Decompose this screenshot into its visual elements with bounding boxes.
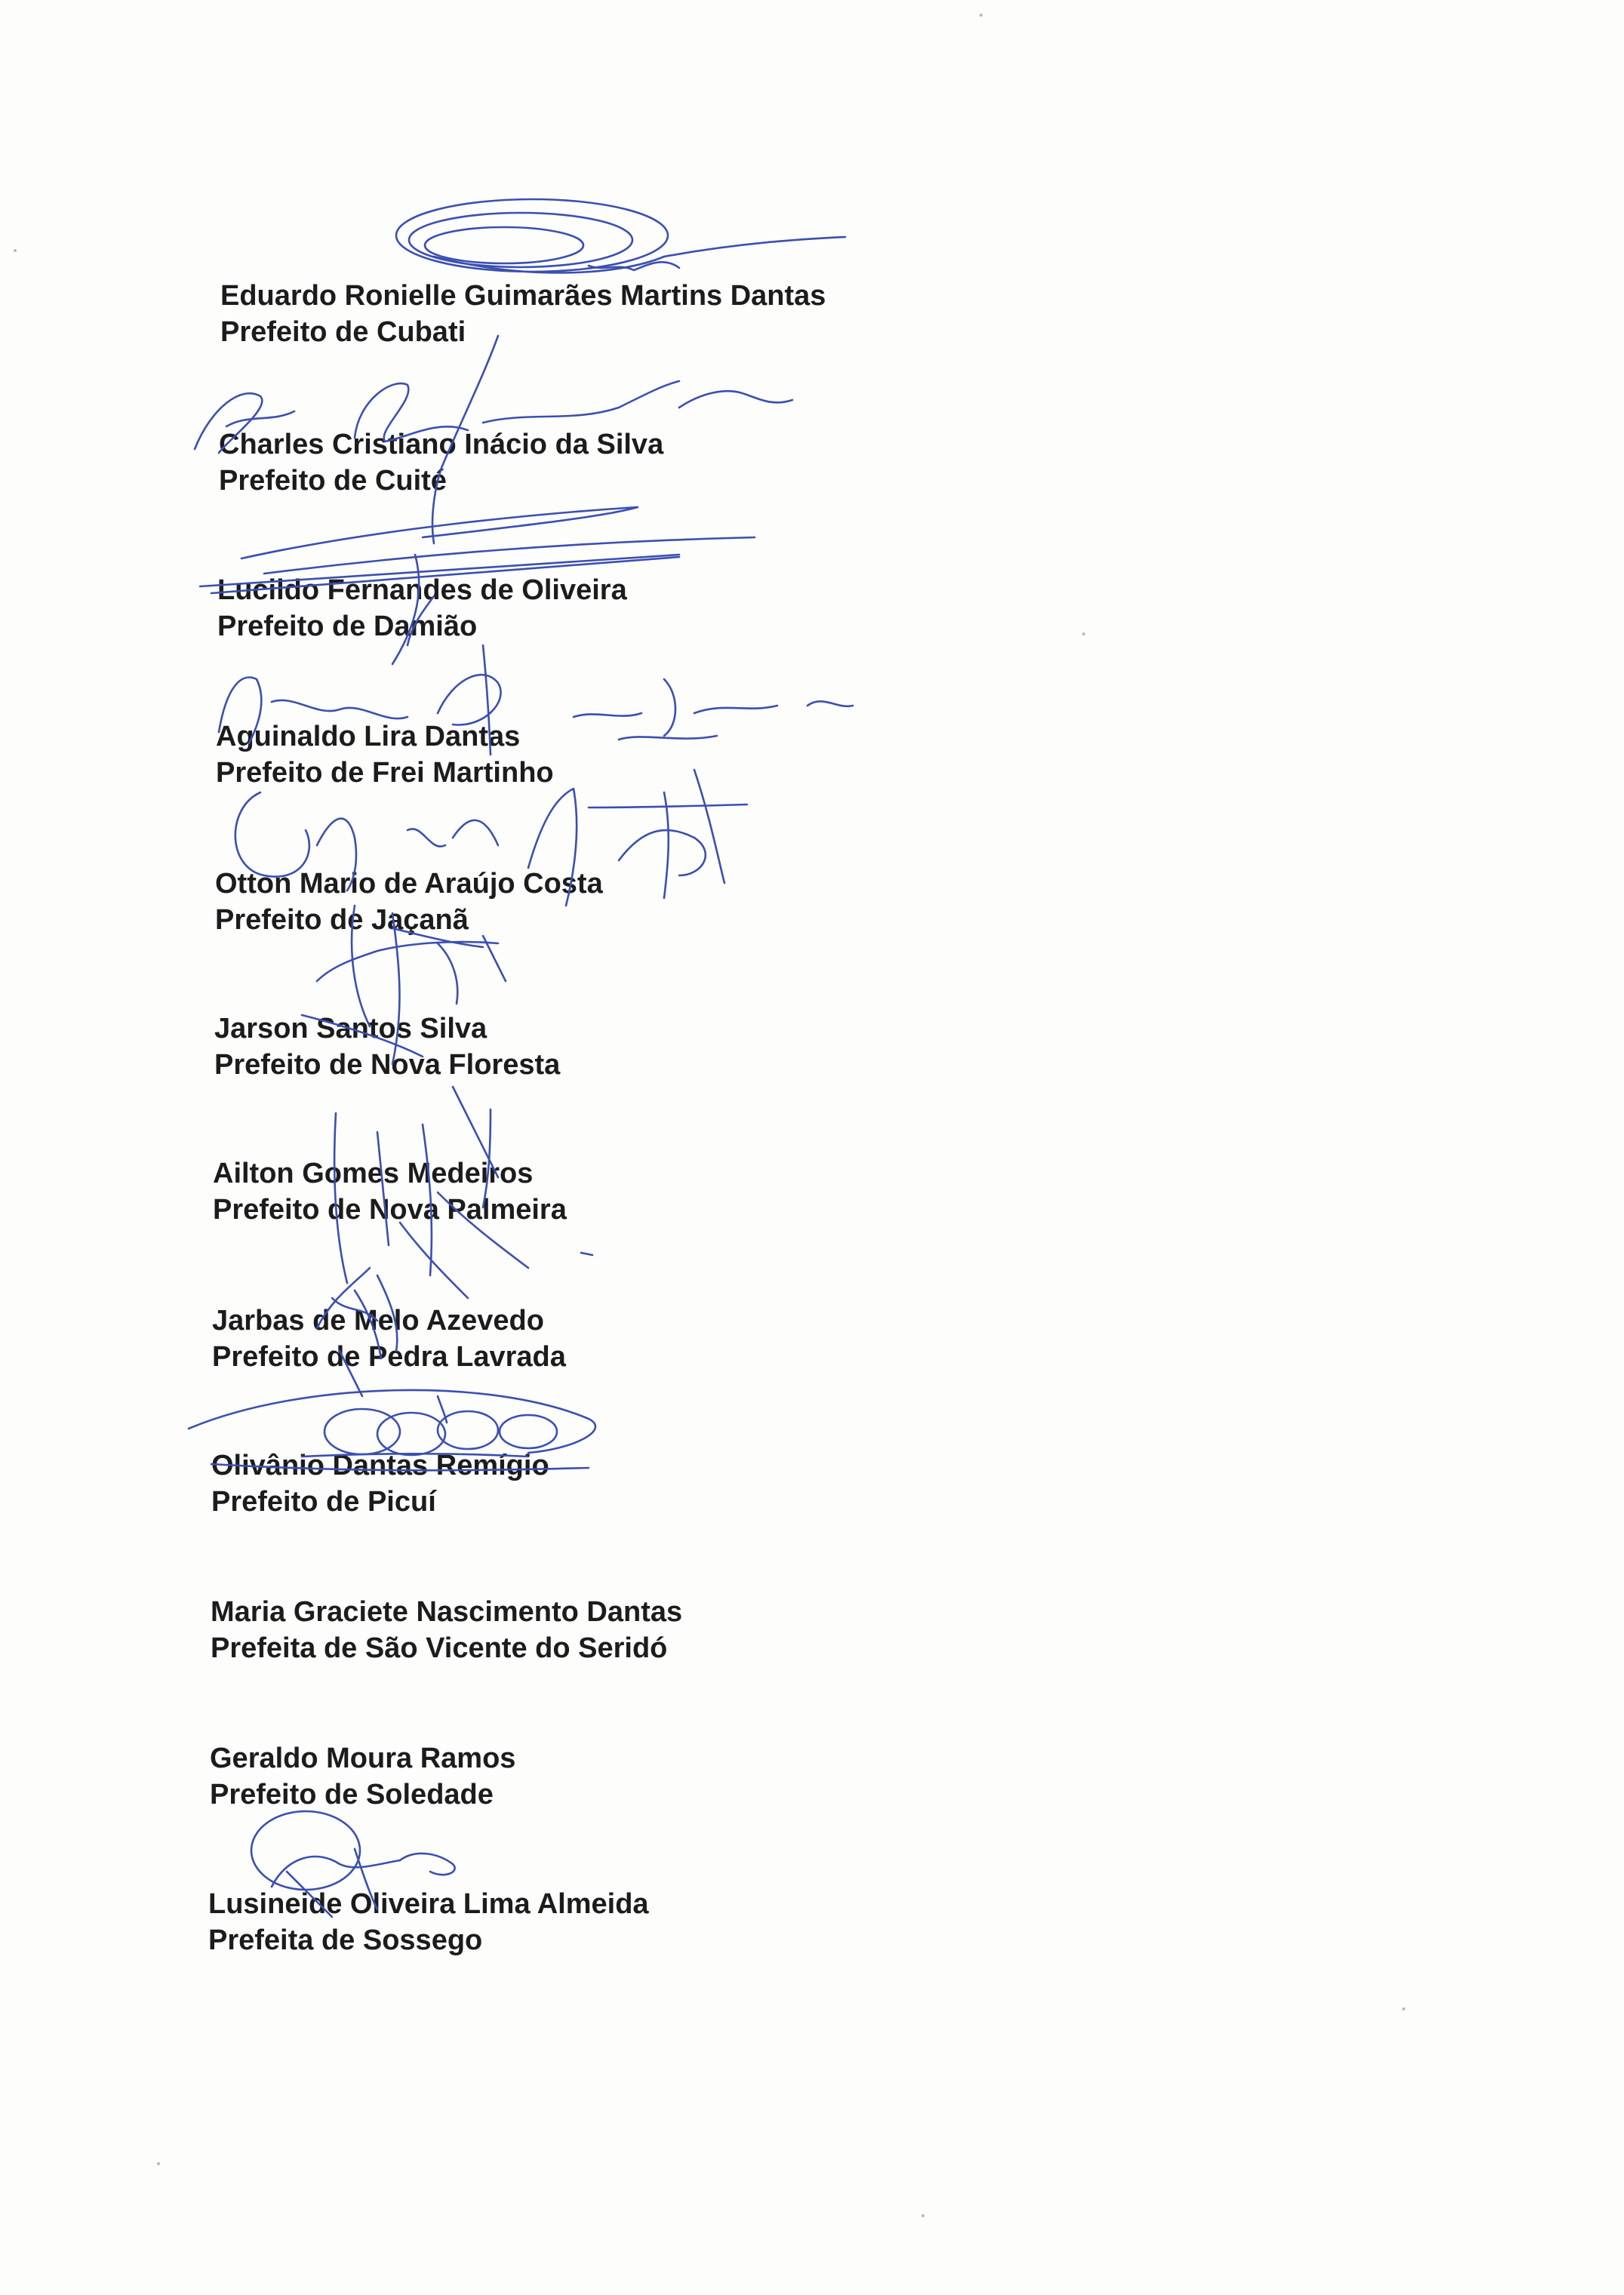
signatory-cuite: [219, 427, 1275, 510]
signatory-name: Geraldo Moura Ramos: [210, 1743, 516, 1774]
paper-speck: [157, 2162, 160, 2165]
signatory-name: Lusineide Oliveira Lima Almeida: [208, 1888, 649, 1920]
signatory-role: Prefeito de Nova Palmeira: [213, 1194, 567, 1226]
signature-cubati: [396, 199, 845, 272]
signatory-name: Maria Graciete Nascimento Dantas: [211, 1596, 683, 1628]
signatory-role: Prefeito de Pedra Lavrada: [212, 1341, 566, 1373]
signatory-role: Prefeito de Picuí: [211, 1486, 436, 1518]
signatory-name: Lucildo Fernandes de Oliveira: [217, 574, 627, 606]
signatory-role: Prefeito de Cuité: [219, 465, 447, 497]
signatory-soledade: [210, 1741, 1266, 1824]
signatory-role: Prefeito de Frei Martinho: [216, 757, 554, 789]
paper-speck: [980, 14, 983, 17]
signatory-cubati: [220, 278, 1277, 361]
signatory-name: Olivânio Dantas Remígio: [211, 1450, 549, 1481]
signatory-role: Prefeito de Damião: [217, 611, 478, 642]
signatory-name: Eduardo Ronielle Guimarães Martins Dantas: [220, 280, 826, 312]
signatory-role: Prefeita de São Vicente do Seridó: [211, 1632, 668, 1664]
paper-speck: [1402, 2007, 1405, 2010]
signatory-role: Prefeito de Jaçanã: [215, 904, 469, 936]
signatory-role: Prefeito de Soledade: [210, 1779, 494, 1810]
signatory-role: Prefeita de Sossego: [208, 1924, 483, 1956]
signatory-name: Jarbas de Melo Azevedo: [212, 1305, 544, 1337]
signatory-nova-floresta: [214, 1011, 1271, 1094]
signatory-damiao: [217, 573, 1274, 656]
signatory-name: Charles Cristiano Inácio da Silva: [219, 429, 664, 460]
signatory-sossego: [208, 1887, 1265, 1970]
signatory-name: Aguinaldo Lira Dantas: [216, 721, 521, 752]
signatory-name: Ailton Gomes Medeiros: [213, 1158, 534, 1189]
signatory-nova-palmeira: [213, 1156, 1269, 1239]
signatory-frei-martinho: [216, 719, 1272, 802]
signatory-role: Prefeito de Cubati: [220, 316, 466, 348]
signatory-name: Otton Mario de Araújo Costa: [215, 868, 603, 900]
paper-speck: [921, 2214, 924, 2217]
signatory-picui: [211, 1448, 1268, 1531]
signatory-jacana: [215, 866, 1272, 949]
paper-speck: [14, 249, 17, 252]
signatory-role: Prefeito de Nova Floresta: [214, 1049, 561, 1081]
signatory-sao-vicente-do-serido: [211, 1595, 1267, 1678]
signatory-pedra-lavrada: [212, 1303, 1269, 1386]
signatory-name: Jarson Santos Silva: [214, 1013, 488, 1044]
